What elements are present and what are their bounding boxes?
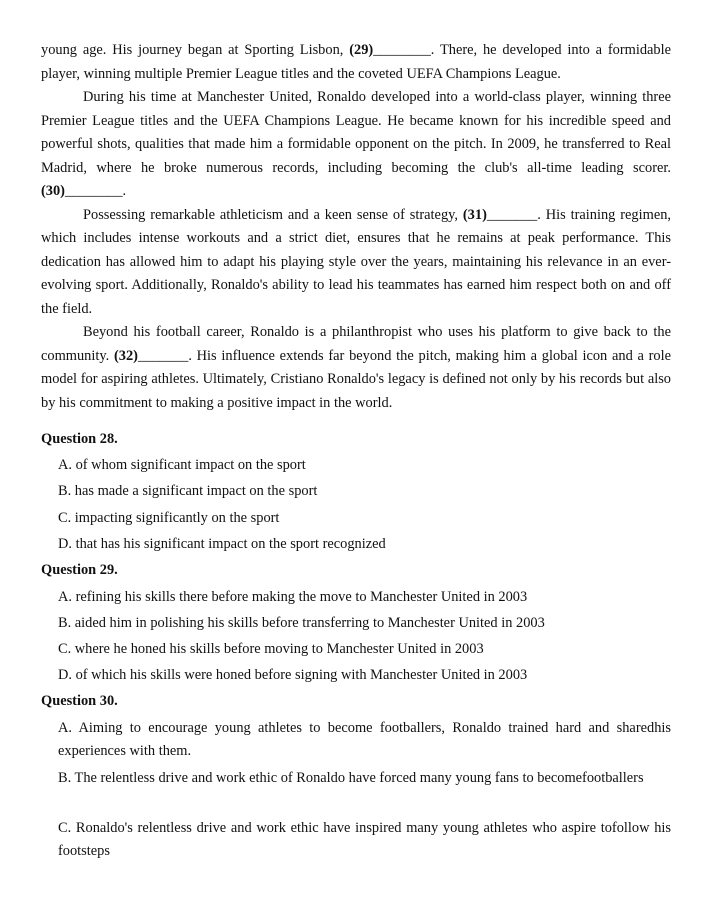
p3-text-after: . His training regimen, which includes intense workouts and a strict diet, ensures that he remains at peak performance. This dedication has allowed him to adapt his playing style over the years, maintaining his relevance in an ever-evolving sport. Additionally, Ronaldo's ability to lead his teammates has earned him respect both on and off the field.	[41, 206, 671, 317]
question-30-option-c[interactable]: C. Ronaldo's relentless drive and work ethic have inspired many young athletes who aspire tofollow his footsteps	[58, 820, 671, 859]
question-28-title: Question 28.	[41, 431, 118, 447]
passage	[41, 39, 671, 415]
passage-paragraph-3	[41, 204, 671, 322]
question-30-title: Question 30.	[41, 693, 118, 709]
blank-31-number: (31)	[462, 206, 487, 223]
question-30-option-a[interactable]: A. Aiming to encourage young athletes to become footballers, Ronaldo trained hard and sharedhis experiences with them.	[58, 720, 671, 759]
passage-paragraph-4	[41, 321, 671, 415]
p1-text-after: . There, he developed into a formidable player, winning multiple Premier League titles and the coveted UEFA Champions League.	[41, 42, 672, 82]
question-28-option-d[interactable]: D. that has his significant impact on the sport recognized	[58, 536, 386, 552]
question-28-option-b[interactable]: B. has made a significant impact on the sport	[58, 483, 318, 499]
question-29-option-b[interactable]: B. aided him in polishing his skills before transferring to Manchester United in 2003	[58, 615, 545, 631]
question-28-option-a[interactable]: A. of whom significant impact on the sport	[58, 457, 306, 473]
question-29-title: Question 29.	[41, 562, 118, 578]
blank-29-number: (29)	[349, 42, 374, 58]
blank-32-number: (32)	[113, 347, 138, 364]
blank-31: _______	[486, 206, 538, 223]
question-29-option-c[interactable]: C. where he honed his skills before moving to Manchester United in 2003	[58, 641, 484, 657]
question-28-option-c[interactable]: C. impacting significantly on the sport	[58, 510, 280, 526]
blank-29: ________	[373, 42, 431, 58]
blank-30-number: (30)	[41, 183, 65, 199]
question-30-option-b[interactable]: B. The relentless drive and work ethic of Ronaldo have forced many young fans to becomefootballers	[58, 770, 644, 786]
p4-text: Beyond his football career, Ronaldo is a philanthropist who uses his platform to give back to the community.	[41, 324, 671, 364]
passage-paragraph-1	[41, 39, 671, 86]
passage-paragraph-2	[41, 86, 671, 204]
blank-32: _______	[137, 347, 189, 364]
p1-text: young age. His journey began at Sporting Lisbon,	[41, 42, 350, 58]
question-29-option-a[interactable]: A. refining his skills there before making the move to Manchester United in 2003	[58, 589, 528, 605]
blank-30: ________	[64, 183, 123, 199]
p4-text-after: . His influence extends far beyond the pitch, making him a global icon and a role model for aspiring athletes. Ultimately, Cristiano Ronaldo's legacy is defined not only by his records but also by his commitment to making a positive impact in the world.	[41, 347, 672, 411]
p2-text-after: .	[122, 183, 127, 199]
question-29-option-d[interactable]: D. of which his skills were honed before signing with Manchester United in 2003	[58, 667, 528, 683]
p3-text: Possessing remarkable athleticism and a keen sense of strategy,	[83, 206, 463, 223]
p2-text: During his time at Manchester United, Ronaldo developed into a world-class player, winning three Premier League titles and the UEFA Champions League. He became known for his incredible speed and powerful shots, qualities that made him a formidable opponent on the pitch. In 2009, he transferred to Real Madrid, where he broke numerous records, including becoming the club's all-time leading scorer.	[41, 89, 671, 176]
